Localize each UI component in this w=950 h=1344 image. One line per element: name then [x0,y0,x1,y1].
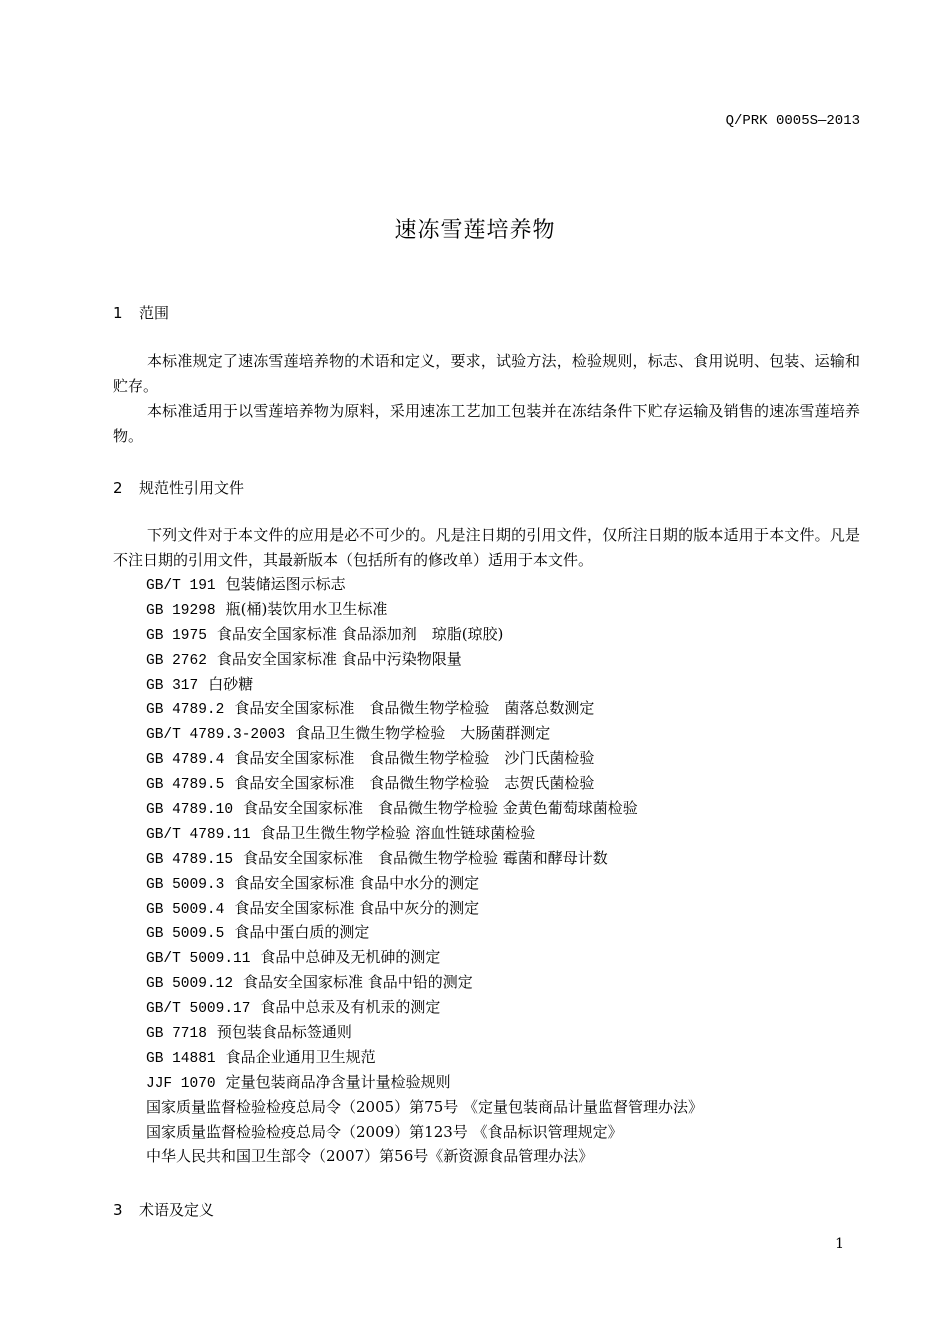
reference-item [146,995,703,1020]
reference-title: 食品安全国家标准 食品中铅的测定 [243,973,473,992]
reference-item [146,821,703,846]
reference-code: GB 5009.4 [146,901,225,918]
reference-title: 定量包装商品净含量计量检验规则 [225,1072,451,1091]
reference-item [146,572,703,597]
reference-code: GB/T 5009.11 [146,951,251,968]
reference-item [146,672,703,697]
reference-code: GB 5009.12 [146,976,234,993]
reference-title: 食品安全国家标准 食品微生物学检验 菌落总数测定 [234,699,595,718]
reference-code: GB 4789.5 [146,777,225,794]
reference-title: 食品中总砷及无机砷的测定 [260,948,441,967]
reference-title: 国家质量监督检验检疫总局令（2009）第123号 《食品标识管理规定》 [146,1122,623,1141]
reference-item [146,920,703,945]
reference-title: 瓶(桶)装饮用水卫生标准 [225,599,388,618]
section-title: 范围 [139,304,170,322]
document-number: Q/PRK 0005S—2013 [725,113,860,129]
reference-item [146,1070,703,1095]
reference-title: 食品卫生微生物学检验 溶血性链球菌检验 [260,823,536,842]
reference-item [146,647,703,672]
reference-item [146,696,703,721]
section-heading-terms [113,1199,214,1220]
reference-title: 食品安全国家标准 食品中灰分的测定 [234,898,480,917]
reference-item [146,846,703,871]
reference-code: GB 7718 [146,1026,207,1043]
section-number: 2 [113,479,123,497]
reference-title: 食品安全国家标准 食品中污染物限量 [216,649,462,668]
reference-code: GB 317 [146,677,199,694]
reference-item [146,796,703,821]
reference-item [146,746,703,771]
reference-item [146,1120,703,1145]
reference-title: 食品安全国家标准 食品微生物学检验 金黄色葡萄球菌检验 [243,799,638,818]
section-number: 1 [113,304,123,322]
reference-title: 国家质量监督检验检疫总局令（2005）第75号 《定量包装商品计量监督管理办法》 [146,1097,704,1116]
reference-code: GB 2762 [146,652,207,669]
reference-code: GB/T 4789.3-2003 [146,727,286,744]
scope-paragraph-2: 本标准适用于以雪莲培养物为原料，采用速冻工艺加工包装并在冻结条件下贮存运输及销售的速冻雪莲培养物。 [113,402,860,445]
reference-item [146,896,703,921]
reference-title: 食品中蛋白质的测定 [234,923,370,942]
reference-title: 食品安全国家标准 食品微生物学检验 沙门氏菌检验 [234,749,595,768]
reference-title: 预包装食品标签通则 [216,1023,352,1042]
reference-title: 包装储运图示标志 [225,575,346,593]
section-title: 规范性引用文件 [139,479,245,497]
reference-code: GB 4789.2 [146,702,225,719]
reference-code: GB/T 4789.11 [146,826,251,843]
reference-item [146,1095,703,1120]
reference-title: 白砂糖 [208,674,254,693]
reference-title: 食品企业通用卫生规范 [225,1047,376,1066]
reference-item [146,721,703,746]
reference-code: GB 5009.3 [146,876,225,893]
reference-code: GB 4789.15 [146,851,234,868]
reference-title: 中华人民共和国卫生部令（2007）第56号《新资源食品管理办法》 [146,1147,594,1166]
reference-title: 食品安全国家标准 食品中水分的测定 [234,873,480,892]
reference-list [146,572,703,1169]
reference-item [146,1045,703,1070]
section-number: 3 [113,1201,123,1219]
section-heading-normative-references [113,477,244,498]
reference-title: 食品安全国家标准 食品微生物学检验 志贺氏菌检验 [234,774,595,793]
reference-code: GB/T 191 [146,578,216,594]
reference-item [146,1144,703,1169]
reference-title: 食品卫生微生物学检验 大肠菌群测定 [295,724,551,743]
page-number: 1 [835,1236,844,1252]
reference-item [146,597,703,622]
reference-title: 食品安全国家标准 食品微生物学检验 霉菌和酵母计数 [243,848,608,867]
reference-item [146,622,703,647]
reference-title: 食品中总汞及有机汞的测定 [260,998,441,1017]
reference-code: GB 19298 [146,602,216,619]
reference-item [146,1020,703,1045]
reference-code: GB 14881 [146,1050,216,1067]
reference-code: GB/T 5009.17 [146,1001,251,1018]
reference-code: GB 5009.5 [146,926,225,943]
reference-item [146,945,703,970]
reference-code: JJF 1070 [146,1075,216,1092]
reference-item [146,970,703,995]
reference-code: GB 1975 [146,627,207,644]
reference-item [146,771,703,796]
references-intro-paragraph: 下列文件对于本文件的应用是必不可少的。凡是注日期的引用文件，仅所注日期的版本适用于本文件。凡是不注日期的引用文件，其最新版本（包括所有的修改单）适用于本文件。 [113,526,860,569]
reference-code: GB 4789.10 [146,802,234,819]
scope-paragraph-1: 本标准规定了速冻雪莲培养物的术语和定义，要求，试验方法，检验规则，标志、食用说明、包装、运输和贮存。 [113,352,860,395]
section-title: 术语及定义 [139,1201,215,1219]
section-heading-scope [113,302,169,323]
document-title: 速冻雪莲培养物 [394,218,556,243]
reference-title: 食品安全国家标准 食品添加剂 琼脂(琼胶) [216,624,504,643]
reference-code: GB 4789.4 [146,752,225,769]
reference-item [146,871,703,896]
